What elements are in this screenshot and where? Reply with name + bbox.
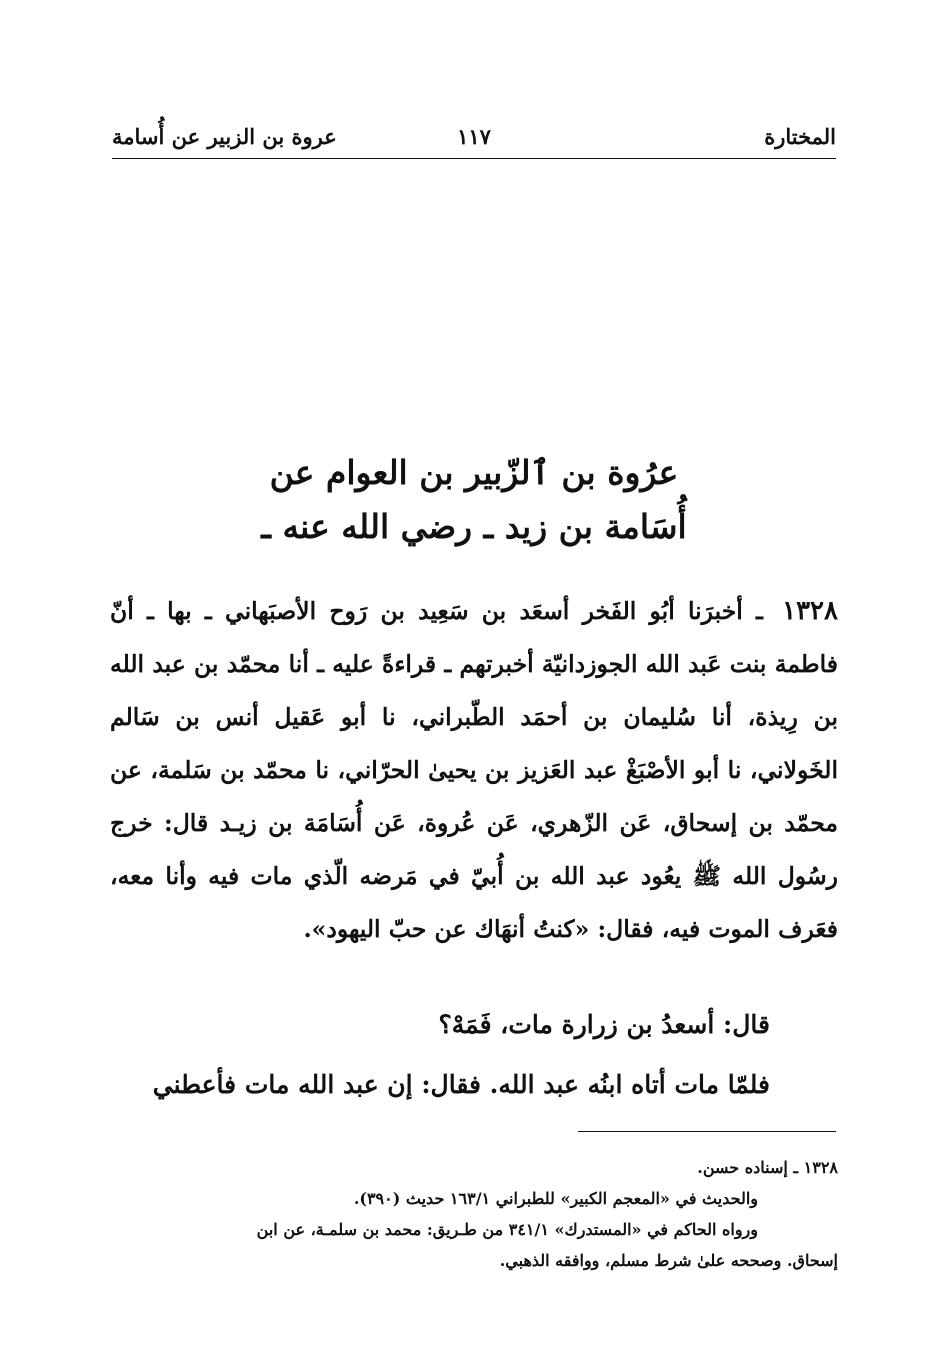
hadith-continuation-line-1: قال: أسعدُ بن زرارة مات، فَمَهْ؟	[438, 1010, 770, 1039]
page-number: ١١٧	[457, 124, 491, 149]
footnote-line-3: ورواه الحاكم في «المستدرك» ٣٤١/١ من طـريق: محمد بن سلمـة، عن ابن	[256, 1220, 758, 1239]
footnote-line-2: والحديث في «المعجم الكبير» للطبراني ١٦٣/١ حديث (٣٩٠).	[353, 1189, 758, 1208]
hadith-continuation-line-2: فلمّا مات أتاه ابنُه عبد الله. فقال: إن عبد الله مات فأعطني	[152, 1070, 770, 1099]
header-rule	[112, 158, 836, 159]
chapter-title	[112, 446, 836, 554]
chapter-title-line-1: عرُوة بن ٱلزّبير بن العوام عن	[269, 453, 679, 492]
footnote-line-1: ١٣٢٨ ـ إسناده حسن.	[697, 1158, 838, 1177]
hadith-number: ١٣٢٨	[782, 596, 838, 626]
section-title: عروة بن الزبير عن أُسامة	[112, 124, 337, 149]
running-header	[112, 118, 836, 156]
book-title: المختارة	[764, 124, 836, 149]
chapter-title-line-2: أُسَامة بن زيد ـ رضي الله عنه ـ	[261, 507, 687, 546]
hadith-body	[110, 585, 838, 956]
footnote-rule	[578, 1131, 836, 1132]
footnotes	[112, 1152, 838, 1276]
hadith-text: ـ أخبرَنا أبُو الفَخر أسعَد بن سَعِيد بن رَوح الأصبَهاني ـ بها ـ أنّ فاطمة بنت عَبد الله الجوزدانيّة أخبرتهم ـ قراءةً عليه ـ أنا محمّد بن عبد الله بن رِيذة، أنا سُليمان بن أحمَد الطّبراني، نا أبو عَقيل أنس بن سَالم الخَولاني، نا أبو الأصْبَغْ عبد العَزيز بن يحيىٰ الحرّاني، نا محمّد بن سَلمة، عن محمّد بن إسحاق، عَن الزّهري، عَن عُروة، عَن أُسَامَة بن زيـد قال: خرج رسُول الله ﷺ يعُود عبد الله بن أُبيّ في مَرضه الّذي مات فيه وأنا معه، فعَرف الموت فيه، فقال: «كنتُ أنهَاك عن حبّ اليهود».	[110, 597, 838, 943]
footnote-line-4: إسحاق. وصححه علىٰ شرط مسلم، ووافقه الذهبي.	[499, 1251, 838, 1270]
